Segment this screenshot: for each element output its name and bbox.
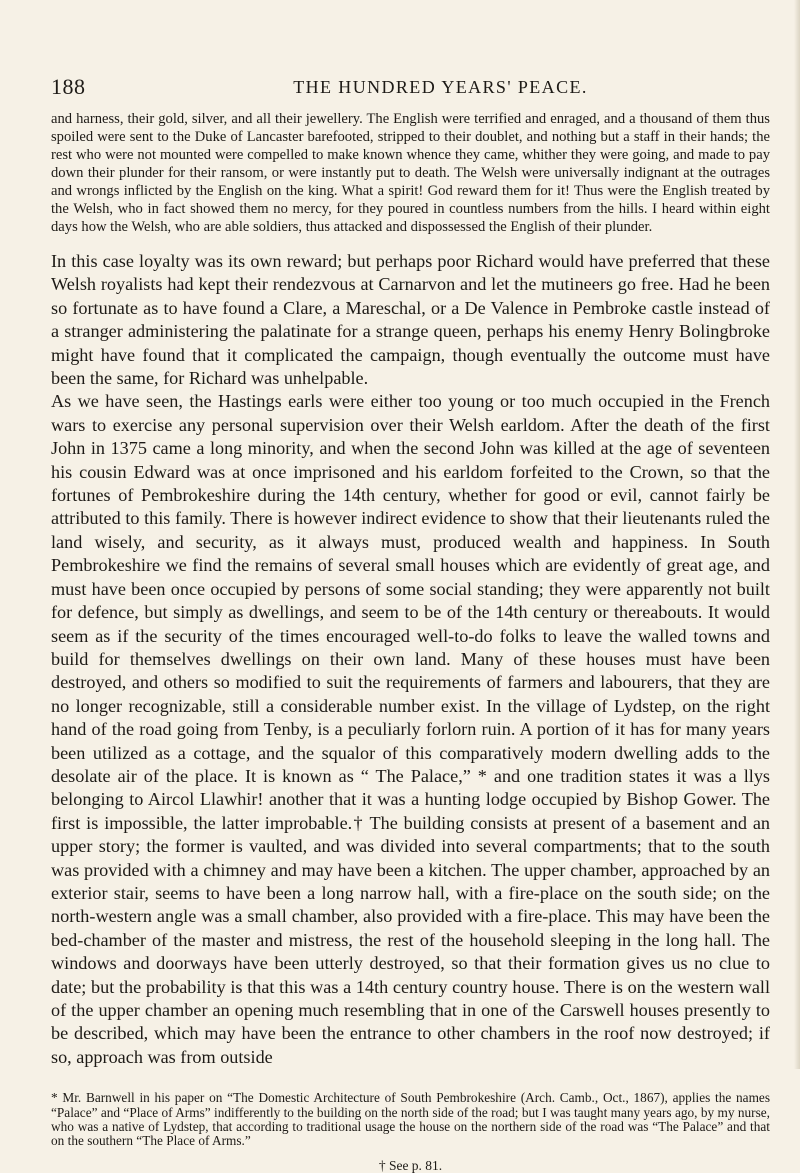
footnote: * Mr. Barnwell in his paper on “The Domestic Architecture of South Pembrokeshire (Arch. Camb., Oct., 1867), applies the names “Palace” and “Place of Arms” indifferently to the building on the north side of the road; but I was taught many years ago, by my nurse, who was a native of Lydstep, that according to traditional usage the house on the northern side of the road was “The Palace” and that on the southern “The Place of Arms.” <box>51 1090 770 1149</box>
footnotes <box>51 1091 770 1173</box>
main-text <box>51 250 770 1069</box>
page-number: 188 <box>51 74 86 99</box>
paragraph: In this case loyalty was its own reward; but perhaps poor Richard would have preferred that these Welsh royalists had kept their rendezvous at Carnarvon and let the mutineers go free. Had he been so fortunate as to have found a Clare, a Mareschal, or a De Valence in Pembroke castle instead of a stranger administering the palatinate for a strange queen, perhaps his enemy Henry Bolingbroke might have found that it complicated the campaign, though eventually the outcome must have been the same, for Richard was unhelpable. <box>51 251 770 389</box>
footnote: † See p. 81. <box>378 1157 443 1173</box>
running-title: THE HUNDRED YEARS' PEACE. <box>293 77 588 97</box>
paragraph: As we have seen, the Hastings earls were either too young or too much occupied in the French wars to exercise any personal supervision over their Welsh earldom. After the death of the first John in 1375 came a long minority, and when the second John was killed at the age of seventeen his cousin Edward was at once imprisoned and his earldom forfeited to the Crown, so that the fortunes of Pembrokeshire during the 14th century, whether for good or evil, cannot fairly be attributed to this family. There is however indirect evidence to show that their lieutenants ruled the land wisely, and security, as it always must, produced wealth and happiness. In South Pembrokeshire we find the remains of several small houses which are evidently of great age, and must have been once occupied by persons of some social standing; they were apparently not built for defence, but simply as dwellings, and seem to be of the 14th century or thereabouts. It would seem as if the security of the times encouraged well-to-do folks to leave the walled towns and build for themselves dwellings on their own land. Many of these houses must have been destroyed, and others so modified to suit the requirements of farmers and labourers, that they are no longer recognizable, still a considerable number exist. In the village of Lydstep, on the right hand of the road going from Tenby, is a peculiarly forlorn ruin. A portion of it has for many years been utilized as a cottage, and the squalor of this comparatively modern dwelling adds to the desolate air of the place. It is known as “ The Palace,” * and one tradition states it was a llys belonging to Aircol Llawhir! another that it was a hunting lodge occupied by Bishop Gower. The first is impossible, the latter improbable.† The building consists at present of a basement and an upper story; the former is vaulted, and was divided into several compartments; that to the south was provided with a chimney and may have been a kitchen. The upper chamber, approached by an exterior stair, seems to have been a long narrow hall, with a fire-place on the south side; on the north-western angle was a small chamber, also provided with a fire-place. This may have been the bed-chamber of the master and mistress, the rest of the household sleeping in the long hall. The windows and doorways have been utterly destroyed, so that their formation gives us no clue to date; but the probability is that this was a 14th century country house. There is on the western wall of the upper chamber an opening much resembling that in one of the Carswell houses presently to be described, which may have been the entrance to other chambers in the roof now destroyed; if so, approach was from outside <box>51 391 770 1067</box>
quoted-passage: and harness, their gold, silver, and all their jewellery. The English were terrified and enraged, and a thousand of them thus spoiled were sent to the Duke of Lancaster barefooted, stripped to their doublet, and nothing but a staff in their hands; the rest who were not mounted were compelled to make known whence they came, whither they were going, and made to pay down their plunder for their ransom, or were instantly put to death. The Welsh were universally indignant at the outrages and wrongs inflicted by the English on the king. What a spirit! God reward them for it! Thus were the English treated by the Welsh, who in fact showed them no mercy, for they poured in countless numbers from the hills. I heard within eight days how the Welsh, who are able soldiers, thus attacked and dispossessed the English of their plunder. <box>51 111 770 235</box>
page-edge-shadow <box>794 0 800 1069</box>
page-header <box>51 68 770 108</box>
